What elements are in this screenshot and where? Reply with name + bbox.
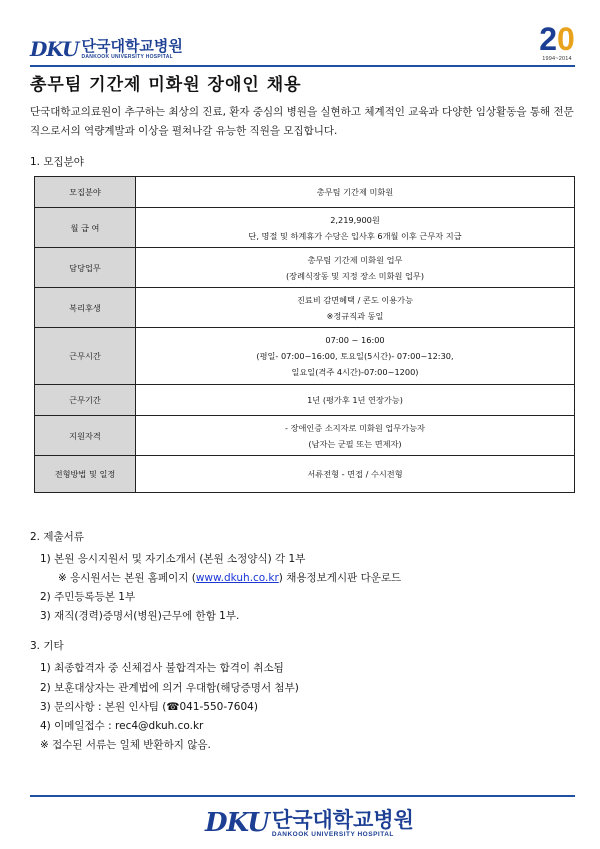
- table-row-value: [136, 208, 575, 248]
- table-row-label: 모집분야: [35, 177, 136, 208]
- table-value-line: 1년 (평가후 1년 연장가능): [307, 395, 403, 405]
- table-row-value: [136, 385, 575, 416]
- intro-paragraph: 단국대학교의료원이 추구하는 최상의 진료, 환자 중심의 병원을 실현하고 체계적인 교육과 다양한 임상활동을 통해 전문직으로서의 역량계발과 이상을 펼쳐나갈 유능한 직원을 모집합니다.: [30, 106, 574, 137]
- table-row-value: [136, 416, 575, 456]
- etc-item-2: 2) 보훈대상자는 관계법에 의거 우대함(해당증명서 첨부): [40, 682, 299, 694]
- table-value-line: (남자는 군필 또는 면제자): [308, 438, 402, 449]
- footer-logo: [205, 808, 414, 838]
- documents-item-1: 1) 본원 응시지원서 및 자기소개서 (본원 소정양식) 각 1부: [40, 553, 306, 565]
- section-heading-documents: 2. 제출서류: [30, 531, 84, 543]
- table-row-value: [136, 177, 575, 208]
- logo-subtitle: DANKOOK UNIVERSITY HOSPITAL: [81, 54, 174, 60]
- table-row: [35, 288, 575, 328]
- table-value-line: 서류전형 - 면접 / 수시전형: [307, 469, 403, 479]
- footer-logo-name: 단국대학교병원: [271, 807, 414, 832]
- footer-logo-mark: DKU: [205, 808, 269, 838]
- anniversary-years: 1994~2014: [542, 56, 572, 62]
- etc-item-3: 3) 문의사항 : 본원 인사팀 (☎041-550-7604): [40, 701, 258, 713]
- table-value-line: (평일- 07:00~16:00, 토요일(5시간)- 07:00~12:30,: [256, 351, 454, 361]
- table-value-line: (장례식장동 및 지정 장소 미화원 업무): [285, 270, 425, 281]
- table-row: [35, 416, 575, 456]
- documents-item-3: 3) 재직(경력)증명서(병원)근무에 한함 1부.: [40, 610, 240, 622]
- hospital-logo: [30, 37, 183, 61]
- anniversary-digit-0: 0: [557, 21, 575, 57]
- table-row: [35, 248, 575, 288]
- homepage-link[interactable]: www.dkuh.co.kr: [195, 572, 279, 584]
- table-row-label: 담당업무: [35, 248, 136, 288]
- anniversary-digit-2: 2: [539, 21, 557, 57]
- section-heading-etc: 3. 기타: [30, 640, 64, 652]
- table-row-value: [136, 248, 575, 288]
- table-value-line: 일요일(격주 4시간)-07:00~1200): [291, 367, 419, 377]
- section-heading-recruitment: 1. 모집분야: [30, 156, 84, 168]
- etc-item-4: 4) 이메일접수 : rec4@dkuh.co.kr: [40, 720, 204, 732]
- table-row-label: 복리후생: [35, 288, 136, 328]
- anniversary-emblem: [531, 14, 583, 66]
- documents-item-2: 2) 주민등록등본 1부: [40, 591, 136, 603]
- table-row: [35, 385, 575, 416]
- table-row-value: [136, 288, 575, 328]
- table-row: [35, 328, 575, 385]
- etc-item-1: 1) 최종합격자 중 신체검사 불합격자는 합격이 취소됨: [40, 662, 284, 674]
- table-row: [35, 208, 575, 248]
- etc-note: ※ 접수된 서류는 일체 반환하지 않음.: [40, 739, 211, 751]
- footer-divider: [30, 795, 575, 797]
- header-divider: [30, 65, 575, 67]
- table-value-line: 진료비 감면혜택 / 콘도 이용가능: [297, 294, 413, 305]
- table-value-line: ※정규직과 동일: [326, 310, 384, 321]
- table-row-label: 지원자격: [35, 416, 136, 456]
- table-row-label: 월 급 여: [35, 208, 136, 248]
- table-value-line: 단, 명절 및 하계휴가 수당은 입사후 6개월 이후 근무자 지급: [248, 230, 462, 241]
- logo-name: 단국대학교병원: [81, 37, 183, 55]
- table-value-line: - 장애인증 소지자로 미화원 업무가능자: [285, 422, 425, 433]
- footer-logo-subtitle: DANKOOK UNIVERSITY HOSPITAL: [271, 830, 394, 838]
- table-value-line: 총무팀 기간제 미화원: [316, 187, 394, 197]
- table-value-line: 총무팀 기간제 미화원 업무: [307, 254, 403, 265]
- logo-mark: DKU: [30, 37, 79, 61]
- table-row-label: 근무시간: [35, 328, 136, 385]
- table-value-line: 2,219,900원: [330, 214, 380, 225]
- documents-note: ※ 응시원서는 본원 홈페이지 (www.dkuh.co.kr) 채용정보게시판 다운로드: [58, 572, 402, 584]
- table-row: [35, 456, 575, 493]
- table-value-line: 07:00 ~ 16:00: [325, 335, 385, 345]
- table-row-label: 전형방법 및 일정: [35, 456, 136, 493]
- table-row: [35, 177, 575, 208]
- table-row-value: [136, 328, 575, 385]
- page-title: 총무팀 기간제 미화원 장애인 채용: [30, 75, 302, 95]
- table-row-label: 근무기간: [35, 385, 136, 416]
- table-row-value: [136, 456, 575, 493]
- recruitment-table: [34, 176, 575, 493]
